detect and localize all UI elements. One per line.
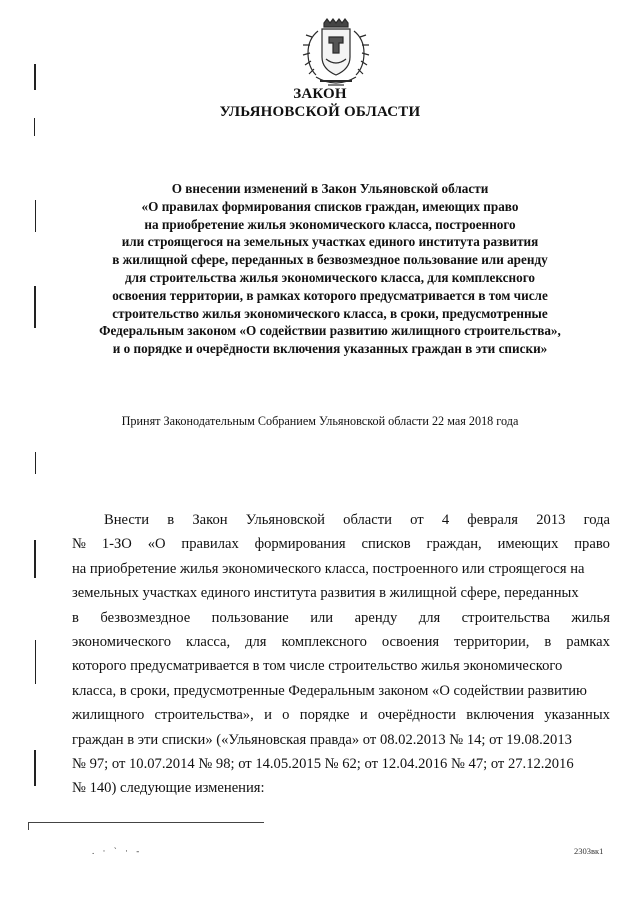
body-line <box>72 752 610 776</box>
body-word: граждан в эти списки» («Ульяновская правда» от 08.02.2013 № 14; от 19.08.2013 <box>72 731 572 748</box>
body-word: указанных <box>544 707 610 724</box>
body-word: территории, <box>454 634 530 651</box>
body-word: от <box>410 512 424 528</box>
body-word: в <box>72 609 79 626</box>
footer-rule-tick <box>28 822 29 830</box>
body-word: списков <box>361 536 411 553</box>
body-word: Ульяновской <box>245 512 325 528</box>
scan-edge-mark <box>35 452 36 474</box>
body-word: очерёдности <box>377 707 456 724</box>
body-word: порядке <box>299 707 350 724</box>
body-word: 1-ЗО <box>101 536 132 553</box>
body-word: аренду <box>354 609 398 626</box>
body-word: комплексного <box>281 634 367 651</box>
body-word: формирования <box>254 536 346 553</box>
body-line <box>72 606 610 630</box>
adoption-note: Принят Законодательным Собранием Ульяновской области 22 мая 2018 года <box>121 414 519 428</box>
title-line: для строительства жилья экономического класса, для комплексного <box>125 269 535 285</box>
body-line <box>72 532 610 556</box>
body-word: строительства», <box>154 707 254 724</box>
region-heading: УЛЬЯНОВСКОЙ ОБЛАСТИ <box>219 104 421 120</box>
law-body-paragraph <box>72 508 610 801</box>
body-line <box>72 508 610 532</box>
body-word: на приобретение жилья экономического класса, построенного или строящегося на <box>72 560 585 577</box>
title-line: «О правилах формирования списков граждан, имеющих право <box>141 198 519 214</box>
title-line: и о порядке и очерёдности включения указанных граждан в эти списки» <box>112 341 548 357</box>
law-title <box>60 180 600 358</box>
body-word: в <box>544 634 552 651</box>
body-line <box>72 679 610 703</box>
scan-edge-mark <box>34 286 36 328</box>
body-word: 4 <box>441 512 450 528</box>
scan-edge-mark <box>35 640 36 684</box>
body-word: и <box>264 707 272 724</box>
body-word: о <box>282 707 290 724</box>
title-line: в жилищной сфере, переданных в безвозмездное пользование или аренду <box>112 252 548 268</box>
body-word: или <box>310 609 334 626</box>
body-line <box>72 630 610 654</box>
body-word: и <box>359 707 368 724</box>
body-word: для <box>418 609 441 626</box>
body-word: право <box>574 536 610 553</box>
body-word: области <box>343 512 392 528</box>
scan-edge-mark <box>34 540 36 578</box>
scan-edge-mark <box>34 750 36 786</box>
body-word: класса, <box>186 634 231 651</box>
body-word: года <box>583 512 610 528</box>
scan-edge-mark <box>35 200 36 232</box>
body-word: освоения <box>381 634 440 651</box>
body-line <box>72 557 610 581</box>
body-word: которого предусматривается в том числе строительство жилья экономического <box>72 658 563 675</box>
body-word: жилищного <box>72 707 145 724</box>
body-line <box>72 581 610 605</box>
body-word: жилья <box>571 609 610 626</box>
body-word: имеющих <box>497 536 559 553</box>
title-line: строительство жилья экономического класса, в сроки, предусмотренные <box>112 305 548 321</box>
body-word: в <box>167 512 175 528</box>
body-word: 2013 <box>536 512 566 528</box>
title-line: или строящегося на земельных участках единого института развития <box>121 234 539 250</box>
body-word: № 97; от 10.07.2014 № 98; от 14.05.2015 № 62; от 12.04.2016 № 47; от 27.12.2016 <box>72 756 574 773</box>
body-word: безвозмездное <box>100 609 191 626</box>
footer-rule <box>28 822 264 823</box>
title-line: О внесении изменений в Закон Ульяновской области <box>171 181 489 196</box>
scan-noise: . · ` · - <box>92 846 143 856</box>
title-line: Федеральным законом «О содействии развитию жилищного строительства», <box>99 323 561 339</box>
body-word: Внести <box>104 512 150 528</box>
body-line <box>72 703 610 727</box>
body-word: граждан, <box>426 536 482 553</box>
title-line: на приобретение жилья экономического класса, построенного <box>144 216 516 232</box>
body-word: строительства <box>461 609 550 626</box>
body-word: включения <box>466 707 535 724</box>
body-word: рамках <box>566 634 610 651</box>
body-word: Закон <box>192 512 228 528</box>
coat-of-arms-icon <box>296 17 376 91</box>
document-type-heading: ЗАКОН <box>293 86 347 102</box>
document-code: 2303вк1 <box>574 846 604 856</box>
body-word: «О <box>147 536 166 553</box>
body-word: февраля <box>467 512 519 528</box>
body-line <box>72 728 610 752</box>
body-word: земельных участках единого института развития в жилищной сфере, переданных <box>72 585 579 602</box>
title-line: освоения территории, в рамках которого предусматривается в том числе <box>112 287 548 303</box>
body-word: № 140) следующие изменения: <box>72 780 265 797</box>
body-line <box>72 776 610 800</box>
body-word: правилах <box>181 536 239 553</box>
body-word: № <box>72 536 86 553</box>
body-word: для <box>245 634 267 651</box>
body-word: пользование <box>211 609 289 626</box>
body-word: класса, в сроки, предусмотренные Федеральным законом «О содействии развитию <box>72 682 587 699</box>
body-word: экономического <box>72 634 172 651</box>
body-line <box>72 654 610 678</box>
